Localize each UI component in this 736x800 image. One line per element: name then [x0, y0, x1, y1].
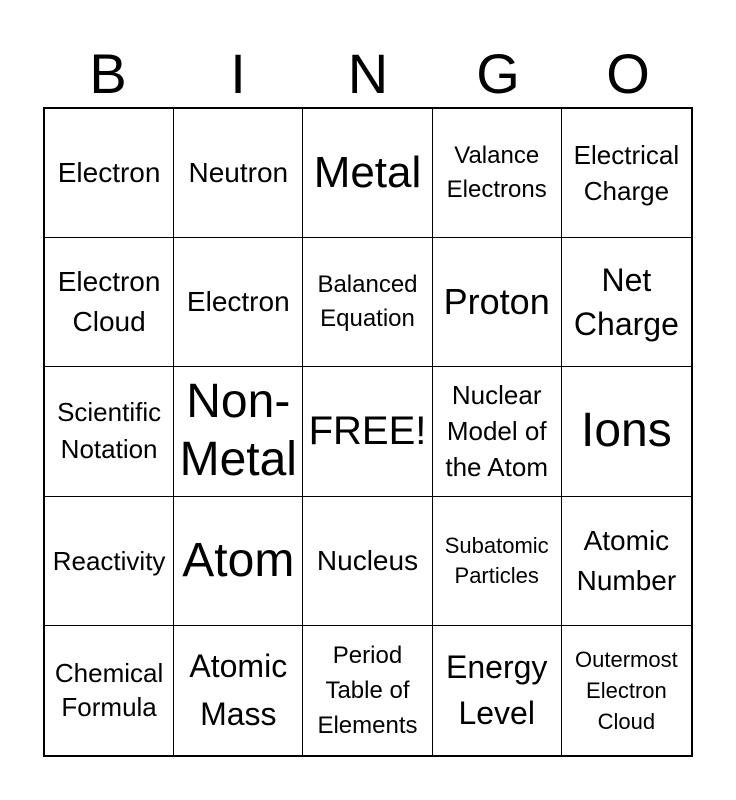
- bingo-header: [43, 40, 693, 108]
- cell-text: Electrical Charge: [573, 140, 680, 207]
- bingo-cell[interactable]: [45, 626, 174, 755]
- header-letter-g: G: [476, 42, 520, 105]
- cell-text: Proton: [443, 281, 550, 323]
- bingo-cell[interactable]: [303, 109, 432, 238]
- cell-text: Metal: [313, 148, 422, 198]
- bingo-cell[interactable]: [433, 497, 562, 626]
- cell-text: Reactivity: [52, 545, 166, 576]
- bingo-cell[interactable]: [433, 109, 562, 238]
- header-letter-b: B: [89, 42, 127, 105]
- cell-text: Electron: [57, 157, 161, 189]
- bingo-cell[interactable]: [174, 109, 303, 238]
- cell-text: Scientific Notation: [57, 397, 162, 465]
- cell-text: Net Charge: [573, 262, 679, 343]
- bingo-cell[interactable]: [562, 626, 691, 755]
- bingo-cell[interactable]: [303, 238, 432, 367]
- cell-text: Subatomic Particles: [444, 532, 549, 588]
- bingo-cell[interactable]: [303, 497, 432, 626]
- cell-text: FREE!: [308, 409, 427, 454]
- cell-text: Nucleus: [316, 544, 419, 576]
- bingo-cell[interactable]: [562, 238, 691, 367]
- cell-text: Neutron: [188, 157, 289, 189]
- cell-text: Ions: [581, 404, 672, 458]
- bingo-cell[interactable]: [45, 238, 174, 367]
- cell-text: Outermost Electron Cloud: [575, 646, 678, 734]
- bingo-cell[interactable]: [174, 497, 303, 626]
- bingo-cell[interactable]: [174, 238, 303, 367]
- cell-text: Atomic Number: [576, 524, 677, 596]
- bingo-cell[interactable]: [562, 109, 691, 238]
- bingo-cell[interactable]: [174, 367, 303, 496]
- bingo-cell[interactable]: [433, 367, 562, 496]
- bingo-cell[interactable]: [433, 238, 562, 367]
- cell-text: Chemical Formula: [54, 658, 164, 723]
- bingo-board: [43, 107, 693, 757]
- cell-text: Atomic Mass: [189, 648, 288, 733]
- bingo-cell[interactable]: [174, 626, 303, 755]
- bingo-cell[interactable]: [45, 367, 174, 496]
- cell-text: Non-Metal: [179, 375, 297, 487]
- cell-text: Atom: [182, 533, 295, 587]
- header-letter-i: I: [230, 42, 246, 105]
- cell-text: Balanced Equation: [317, 271, 418, 333]
- bingo-cell[interactable]: [562, 367, 691, 496]
- bingo-cell[interactable]: [433, 626, 562, 755]
- bingo-cell[interactable]: [45, 109, 174, 238]
- bingo-cell[interactable]: [303, 367, 432, 496]
- cell-text: Electron Cloud: [57, 266, 161, 338]
- bingo-cell[interactable]: [562, 497, 691, 626]
- cell-text: Energy Level: [446, 649, 548, 732]
- header-letter-n: N: [347, 42, 389, 105]
- cell-text: Period Table of Elements: [317, 641, 418, 739]
- cell-text: Valance Electrons: [446, 142, 547, 204]
- bingo-cell[interactable]: [303, 626, 432, 755]
- cell-text: Nuclear Model of the Atom: [445, 380, 548, 483]
- cell-text: Electron: [186, 286, 290, 318]
- bingo-cell[interactable]: [45, 497, 174, 626]
- header-letter-o: O: [606, 42, 650, 105]
